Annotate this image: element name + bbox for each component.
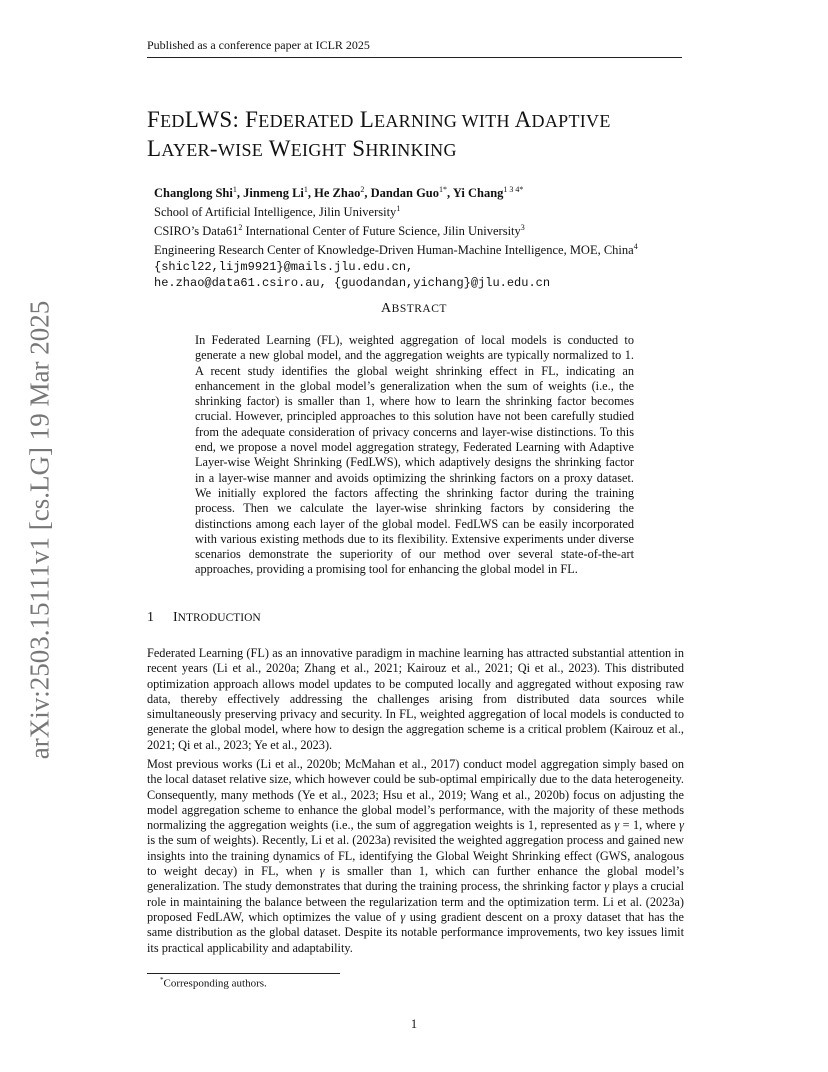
- abstract-heading: [0, 301, 828, 317]
- gamma-symbol: γ: [679, 818, 684, 833]
- author-sup: 1 3 4*: [503, 185, 524, 194]
- title-fragment: DAPTIVE: [531, 111, 611, 131]
- abstract-body: In Federated Learning (FL), weighted aggregation of local models is conducted to generate a new global model, and the aggregation weights are typically normalized to 1. A recent study identifies the global weight shrinking effect in FL, indicating an enhancement in the global model’s generalization when the sum of weights (i.e., the shrinking factor) is smaller than 1, where how to learn the shrinking factor becomes crucial. However, principled approaches to this solution have not been carefully studied from the adequate consideration of privacy concerns and layer-wise distinctions. To this end, we propose a novel model aggregation strategy, Federated Learning with Adaptive Layer-wise Weight Shrinking (FedLWS), which adaptively designs the shrinking factor in a layer-wise manner and avoids optimizing the shrinking factors on a proxy dataset. We initially explored the factors affecting the shrinking factor during the training process. Then we calculate the layer-wise shrinking factors by considering the distinctions among each layer of the global model. FedLWS can be easily incorporated with various existing methods due to its flexibility. Extensive experiments under diverse scenarios demonstrate the superiority of our method over several state-of-the-art approaches, providing a promising tool for enhancing the global model in FL.: [195, 333, 634, 577]
- author-sup: 2: [360, 185, 365, 194]
- heading-fragment: I: [173, 610, 178, 625]
- affiliation-sup: 2: [238, 223, 243, 233]
- gamma-symbol: γ: [604, 879, 610, 894]
- author-name: Yi Chang: [452, 186, 504, 201]
- affiliation-sup: 1: [396, 204, 401, 214]
- heading-fragment: A: [381, 301, 392, 316]
- running-head: Published as a conference paper at ICLR 2025: [147, 38, 682, 58]
- title-fragment: EDERATED: [258, 111, 354, 131]
- author-sup: 1*: [439, 185, 448, 194]
- text-run: using gradient descent on a proxy dataset that has the same distribution as the global dataset. Despite its notable performance improvements, two key issues limit its practical applicability and adaptability.: [147, 909, 684, 955]
- affiliation-text: Engineering Research Center of Knowledge-Driven Human-Machine Intelligence, MOE, China: [154, 243, 634, 258]
- arxiv-side-stamp: arXiv:2503.15111v1 [cs.LG] 19 Mar 2025: [24, 300, 55, 760]
- footnote-text: Corresponding authors.: [163, 977, 267, 990]
- title-fragment: F: [147, 107, 161, 132]
- author-block: [154, 182, 684, 291]
- text-run: = 1, where: [619, 818, 680, 833]
- page-number: 1: [410, 1017, 418, 1031]
- title-line-1: [147, 106, 687, 135]
- gamma-symbol: γ: [319, 864, 325, 879]
- title-line-2: [147, 135, 687, 164]
- email-line-1[interactable]: {shicl22,lijm9921}@mails.jlu.edu.cn,: [154, 259, 414, 274]
- gamma-symbol: γ: [400, 909, 406, 924]
- footnote-rule: [147, 973, 340, 974]
- author-sup: 1: [303, 185, 308, 194]
- author-names: Changlong Shi$^1$, Jinmeng Li$^1$, He Zhao$^2$, Dandan Guo$^{1*}$, Yi Chang$^{1 3 4*}$: [154, 185, 524, 201]
- section-number: 1: [147, 610, 154, 625]
- affiliation-sup: 3: [520, 223, 525, 233]
- footnote: [160, 976, 267, 990]
- affiliation-1: [154, 201, 684, 220]
- intro-paragraph-1: Federated Learning (FL) as an innovative paradigm in machine learning has attracted substantial attention in recent years (Li et al., 2020a; Zhang et al., 2021; Kairouz et al., 2021; Qi et al., 2023). This distributed optimization approach allows model updates to be computed locally and aggregated without exposing raw data, thereby effectively addressing the challenges arising from distributed data sources while simultaneously preserving privacy and security. In FL, weighted aggregation of local models is conducted to generate the global model, where how to design the aggregation scheme is a critical problem (Kairouz et al., 2021; Qi et al., 2023; Ye et al., 2023).: [147, 646, 684, 752]
- affiliation-3: [154, 239, 684, 258]
- title-fragment: S: [346, 136, 366, 161]
- paper-title: [147, 106, 687, 164]
- section-heading-introduction: [147, 610, 261, 626]
- affiliation-2: [154, 220, 684, 239]
- text-run: is smaller than 1, which can further enhance the global model’s generalization. The study demonstrates that during the training process, the shrinking factor: [147, 864, 685, 894]
- title-fragment: AYER: [161, 140, 210, 160]
- title-fragment: LWS: F: [184, 107, 259, 132]
- text-run: Most previous works (Li et al., 2020b; McMahan et al., 2017) conduct model aggregation simply based on the local dataset relative size, which however could be sub-optimal empirically due to the data heterogeneity. Consequently, many methods (Ye et al., 2023; Hsu et al., 2019; Wang et al., 2020b) focus on adjusting the model aggregation scheme to enhance the global model’s performance, with the majority of these methods normalizing the aggregation weights (i.e., the sum of aggregation weights is 1, represented as: [147, 757, 684, 833]
- title-fragment: HRINKING: [365, 140, 457, 160]
- title-fragment: EIGHT: [290, 140, 347, 160]
- author-name: He Zhao: [314, 186, 361, 201]
- heading-fragment: NTRODUCTION: [177, 612, 261, 624]
- gamma-symbol: γ: [614, 818, 620, 833]
- affiliation-text: CSIRO’s Data61: [154, 224, 239, 239]
- title-fragment: EARNING WITH: [374, 111, 510, 131]
- affiliation-text: School of Artificial Intelligence, Jilin University: [154, 205, 397, 220]
- intro-paragraph-2: [147, 757, 684, 956]
- author-name: Jinmeng Li: [243, 186, 304, 201]
- title-fragment: A: [509, 107, 532, 132]
- title-fragment: WISE: [217, 140, 264, 160]
- author-name: Dandan Guo: [370, 186, 440, 201]
- title-fragment: L: [353, 107, 375, 132]
- footnote-mark: *: [160, 976, 164, 984]
- email-line-2[interactable]: he.zhao@data61.csiro.au, {guodandan,yichang}@jlu.edu.cn: [154, 275, 551, 290]
- author-name: Changlong Shi: [154, 186, 233, 201]
- affiliation-sup: 4: [633, 242, 638, 252]
- text-run: is the sum of weights). Recently, Li et al. (2023a) revisited the weighted aggregation process and gained new insights into the training dynamics of FL, identifying the Global Weight Shrinking effect (GWS, analogous to weight decay) in FL, when: [147, 833, 684, 879]
- heading-fragment: BSTRACT: [391, 303, 447, 315]
- affiliation-text: International Center of Future Science, Jilin University: [242, 224, 521, 239]
- title-fragment: -: [209, 136, 218, 161]
- title-fragment: W: [263, 136, 291, 161]
- author-sup: 1: [232, 185, 237, 194]
- title-fragment: L: [147, 136, 162, 161]
- title-fragment: ED: [160, 111, 185, 131]
- text-run: plays a crucial role in maintaining the balance between the regularization term and the optimization term. Li et al. (2023a) proposed FedLAW, which optimizes the value of: [147, 879, 685, 924]
